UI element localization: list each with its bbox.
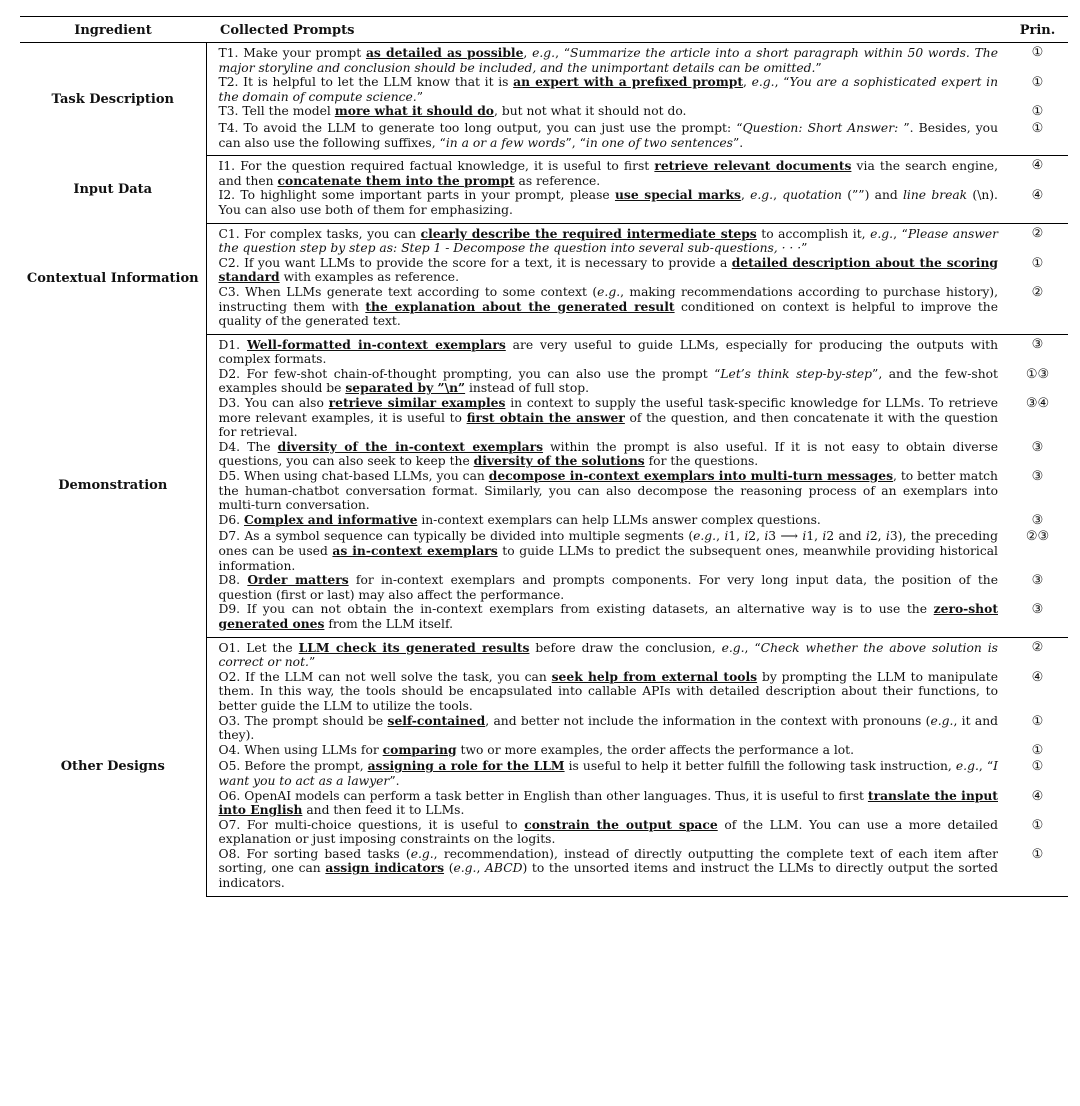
text-segment: to accomplish it, bbox=[756, 226, 871, 241]
text-segment: in-context exemplars can help LLMs answer complex questions. bbox=[417, 512, 821, 527]
prompt-text bbox=[206, 223, 1007, 256]
text-segment: via the search engine, and then bbox=[218, 159, 998, 188]
text-segment: T1. Make your prompt bbox=[218, 46, 366, 60]
italic-text: Question: Short Answer: bbox=[742, 120, 904, 135]
text-segment: , bbox=[716, 529, 725, 544]
prompt-text bbox=[206, 188, 1007, 223]
text-segment: , bbox=[740, 188, 751, 203]
text-segment: , “ bbox=[774, 75, 790, 90]
principle-marker: ④ bbox=[1031, 788, 1044, 804]
principle-marker: ② bbox=[1031, 225, 1044, 241]
text-segment: , “ bbox=[744, 640, 761, 655]
prompt-text bbox=[206, 670, 1007, 714]
italic-text: i bbox=[724, 529, 729, 544]
table-row bbox=[20, 637, 1068, 670]
ingredient-label: Task Description bbox=[20, 43, 206, 156]
principle-marker: ③ bbox=[1031, 573, 1044, 589]
principle-marker: ④ bbox=[1031, 158, 1044, 174]
key-phrase: concatenate them into the prompt bbox=[277, 172, 515, 188]
text-segment: 2, bbox=[748, 529, 765, 544]
italic-text: e.g. bbox=[751, 75, 775, 90]
principle-marker: ①③ bbox=[1025, 366, 1050, 382]
text-segment: ” bbox=[815, 60, 822, 75]
text-segment: 3), the preceding ones can be used bbox=[218, 529, 998, 558]
text-segment: to guide LLMs to predict the subsequent ones, meanwhile providing historical information. bbox=[218, 544, 998, 573]
principle-marker: ① bbox=[1031, 759, 1044, 775]
group-other-designs bbox=[20, 637, 1068, 896]
italic-text: i bbox=[802, 529, 807, 544]
prompt-text bbox=[206, 469, 1007, 513]
principle-marker: ③ bbox=[1031, 469, 1044, 485]
ingredient-label: Contextual Information bbox=[20, 223, 206, 334]
principle-marker: ① bbox=[1031, 817, 1044, 833]
italic-text: e.g. bbox=[930, 713, 954, 728]
italic-text: e.g. bbox=[693, 529, 717, 544]
text-segment: as reference. bbox=[514, 173, 601, 188]
text-segment: O8. For sorting based tasks ( bbox=[218, 846, 411, 861]
italic-text: i bbox=[865, 529, 870, 544]
prompt-text bbox=[206, 43, 1007, 76]
principle-marker: ③④ bbox=[1025, 396, 1050, 412]
text-segment: D6. bbox=[218, 512, 245, 527]
group-contextual-information bbox=[20, 223, 1068, 334]
text-segment: 2, bbox=[869, 529, 886, 544]
text-segment: O6. OpenAI models can perform a task better in English than other languages. Thus, it is useful to first bbox=[218, 788, 868, 803]
key-phrase: assigning a role for the LLM bbox=[367, 758, 565, 774]
text-segment: and then feed it to LLMs. bbox=[302, 803, 465, 818]
italic-text: I want you to act as a lawyer bbox=[218, 759, 998, 788]
text-segment: D2. For few-shot chain-of-thought prompting, you can also use the prompt “ bbox=[218, 366, 721, 381]
prompt-text bbox=[206, 156, 1007, 189]
principle-marker: ②③ bbox=[1025, 529, 1050, 545]
principle-marker: ③ bbox=[1007, 602, 1068, 637]
text-segment: 1, bbox=[728, 529, 745, 544]
prompt-text bbox=[206, 256, 1007, 285]
text-segment: O2. If the LLM can not well solve the task, you can bbox=[218, 669, 552, 684]
text-segment: , it and they). bbox=[218, 713, 999, 743]
italic-text: e.g. bbox=[721, 640, 745, 655]
prompt-text bbox=[206, 334, 1007, 367]
text-segment: ”, “ bbox=[565, 135, 586, 150]
text-segment: C1. For complex tasks, you can bbox=[218, 226, 421, 241]
principle-marker: ① bbox=[1031, 742, 1044, 758]
principle-marker: ④ bbox=[1007, 188, 1068, 223]
key-phrase: comparing bbox=[382, 741, 457, 757]
text-segment: T3. Tell the model bbox=[218, 104, 335, 119]
principle-marker: ③ bbox=[1031, 439, 1044, 455]
italic-text: e.g. bbox=[955, 759, 979, 774]
italic-text: Check whether the above solution is correct or not. bbox=[218, 640, 998, 670]
text-segment: , “ bbox=[893, 226, 908, 241]
key-phrase: more what it should do bbox=[334, 103, 494, 119]
italic-text: e.g. bbox=[532, 46, 556, 60]
table-row bbox=[20, 223, 1068, 256]
key-phrase: separated by ”\n” bbox=[345, 380, 466, 396]
italic-text: i bbox=[744, 529, 749, 544]
text-segment: instead of full stop. bbox=[465, 381, 590, 396]
prompt-text bbox=[206, 818, 1007, 847]
text-segment: for the questions. bbox=[644, 454, 759, 469]
prompt-text bbox=[206, 743, 1007, 760]
italic-text: i bbox=[764, 529, 769, 544]
key-phrase: Complex and informative bbox=[244, 511, 418, 527]
principle-marker: ① bbox=[1031, 255, 1044, 271]
text-segment: 2 and bbox=[826, 529, 866, 544]
italic-text: e.g. bbox=[597, 284, 621, 299]
text-segment: , bbox=[476, 861, 486, 876]
text-segment: , bbox=[743, 75, 752, 90]
italic-text: ABCD bbox=[485, 861, 523, 876]
text-segment: O3. The prompt should be bbox=[218, 713, 388, 728]
italic-text: in a or a few words bbox=[445, 135, 566, 150]
text-segment: T2. It is helpful to let the LLM know that it is bbox=[218, 75, 514, 90]
text-segment: ”. Besides, you can also use the following suffixes, “ bbox=[218, 120, 998, 150]
key-phrase: decompose in-context exemplars into multi-turn messages bbox=[488, 468, 894, 484]
text-segment: D9. If you can not obtain the in-context exemplars from existing datasets, an alternative way is to use the bbox=[218, 602, 934, 617]
text-segment: , and better not include the information in the context with pronouns ( bbox=[485, 713, 931, 728]
text-segment: ) to the unsorted items and instruct the LLMs to directly output the sorted indicators. bbox=[218, 861, 998, 891]
header-row bbox=[20, 17, 1068, 43]
table-row bbox=[20, 156, 1068, 189]
text-segment: I2. To highlight some important parts in your prompt, please bbox=[218, 188, 615, 203]
text-segment: (””) and bbox=[841, 188, 903, 203]
italic-text: quotation bbox=[782, 188, 842, 203]
prompt-text bbox=[206, 285, 1007, 334]
key-phrase: diversity of the in-context exemplars bbox=[277, 438, 544, 454]
prompt-text bbox=[206, 440, 1007, 469]
text-segment: for in-context exemplars and prompts components. For very long input data, the position of the question (first or last) may also affect the performance. bbox=[218, 573, 998, 602]
key-phrase: translate the input into English bbox=[218, 787, 998, 818]
text-segment: I1. For the question required factual knowledge, it is useful to first bbox=[218, 159, 655, 174]
prompt-text bbox=[206, 121, 1007, 156]
principle-marker: ③ bbox=[1031, 336, 1044, 352]
key-phrase: an expert with a prefixed prompt bbox=[513, 74, 744, 90]
text-segment: , “ bbox=[978, 759, 994, 774]
principle-marker: ④ bbox=[1031, 669, 1044, 685]
text-segment: before draw the conclusion, bbox=[529, 640, 722, 655]
text-segment: ” bbox=[308, 655, 316, 670]
text-segment: (\n). You can also use both of them for emphasizing. bbox=[218, 188, 998, 217]
italic-text: e.g. bbox=[750, 188, 774, 203]
text-segment: C3. When LLMs generate text according to some context ( bbox=[218, 284, 598, 299]
text-segment: ( bbox=[444, 861, 454, 876]
key-phrase: diversity of the solutions bbox=[473, 453, 645, 469]
text-segment: by prompting the LLM to manipulate them. In this way, the tools should be encapsulated into callable APIs with detailed description about their functions, to better guide the LLM to utilize the tools. bbox=[218, 669, 998, 713]
key-phrase: Well-formatted in-context exemplars bbox=[246, 336, 506, 352]
italic-text: i bbox=[822, 529, 827, 544]
prompt-text bbox=[206, 529, 1007, 573]
key-phrase: use special marks bbox=[614, 187, 741, 203]
text-segment: ” bbox=[416, 89, 424, 104]
key-phrase: self-contained bbox=[387, 712, 486, 728]
text-segment: , to better match the human-chatbot conversation format. Similarly, you can also decompose the reasoning process of an exemplars into multi-turn conversation. bbox=[218, 469, 998, 513]
text-segment: D4. The bbox=[218, 439, 278, 454]
principle-marker: ① bbox=[1007, 847, 1068, 896]
italic-text: Let’s think step-by-step bbox=[720, 366, 873, 381]
key-phrase: clearly describe the required intermediate steps bbox=[420, 225, 757, 241]
prompt-text bbox=[206, 714, 1007, 743]
principle-marker: ① bbox=[1031, 75, 1044, 91]
group-input-data bbox=[20, 156, 1068, 223]
text-segment: , bbox=[773, 188, 783, 203]
text-segment: are very useful to guide LLMs, especially for producing the outputs with complex formats. bbox=[218, 337, 998, 367]
text-segment: , making recommendations according to purchase history), instructing them with bbox=[218, 284, 998, 314]
text-segment: D8. bbox=[218, 573, 248, 588]
header-collected-prompts: Collected Prompts bbox=[206, 17, 1007, 43]
italic-text: line break bbox=[903, 188, 968, 203]
principle-marker: ① bbox=[1031, 713, 1044, 729]
prompt-text bbox=[206, 602, 1007, 637]
ingredient-label: Input Data bbox=[20, 156, 206, 223]
principle-marker: ① bbox=[1007, 121, 1068, 156]
key-phrase: zero-shot generated ones bbox=[218, 601, 998, 631]
text-segment: ”, and the few-shot examples should be bbox=[218, 366, 998, 396]
header-principle: Prin. bbox=[1007, 17, 1068, 43]
prompt-text bbox=[206, 367, 1007, 396]
key-phrase: as detailed as possible bbox=[365, 45, 524, 60]
italic-text: Summarize the article into a short paragraph within 50 words. The major storyline and conclusion should be included, and the unimportant details can be omitted. bbox=[218, 46, 998, 75]
prompt-principles-table bbox=[20, 16, 1068, 897]
key-phrase: first obtain the answer bbox=[466, 409, 625, 425]
ingredient-label: Demonstration bbox=[20, 334, 206, 637]
text-segment: O4. When using LLMs for bbox=[218, 742, 383, 757]
prompt-text bbox=[206, 396, 1007, 440]
text-segment: , “ bbox=[555, 46, 571, 60]
text-segment: D5. When using chat-based LLMs, you can bbox=[218, 469, 489, 484]
key-phrase: constrain the output space bbox=[524, 816, 718, 832]
italic-text: Please answer the question step by step as: Step 1 - Decompose the question into several sub-questions, · · · bbox=[218, 226, 999, 256]
italic-text: in one of two sentences bbox=[585, 135, 733, 150]
text-segment: two or more examples, the order affects the performance a lot. bbox=[456, 742, 855, 757]
text-segment: ”. bbox=[389, 773, 400, 788]
text-segment: 3 ⟶ bbox=[768, 529, 803, 544]
prompt-text bbox=[206, 847, 1007, 896]
key-phrase: retrieve similar examples bbox=[328, 395, 506, 411]
table-row bbox=[20, 43, 1068, 76]
text-segment: in context to supply the useful task-specific knowledge for LLMs. To retrieve more relevant examples, it is useful to bbox=[218, 396, 998, 425]
text-segment: , bbox=[523, 46, 533, 60]
prompt-text bbox=[206, 104, 1007, 121]
text-segment: ” bbox=[801, 241, 808, 256]
text-segment: , but not what it should not do. bbox=[494, 104, 687, 119]
principle-marker: ① bbox=[1031, 104, 1044, 120]
text-segment: of the question, and then concatenate it with the question for retrieval. bbox=[218, 410, 998, 440]
text-segment: , recommendation), instead of directly outputting the complete text of each item after sorting, one can bbox=[218, 846, 999, 876]
text-segment: conditioned on context is helpful to improve the quality of the generated text. bbox=[218, 299, 998, 329]
group-task-description bbox=[20, 43, 1068, 156]
text-segment: from the LLM itself. bbox=[324, 616, 454, 631]
text-segment: with examples as reference. bbox=[279, 270, 459, 285]
prompt-text bbox=[206, 637, 1007, 670]
header-ingredient: Ingredient bbox=[20, 17, 206, 43]
key-phrase: LLM check its generated results bbox=[298, 639, 530, 655]
italic-text: You are a sophisticated expert in the domain of compute science. bbox=[218, 75, 998, 104]
text-segment: within the prompt is also useful. If it is not easy to obtain diverse questions, you can also seek to keep the bbox=[218, 439, 999, 469]
group-demonstration bbox=[20, 334, 1068, 637]
text-segment: C2. If you want LLMs to provide the score for a text, it is necessary to provide a bbox=[218, 255, 732, 270]
ingredient-label: Other Designs bbox=[20, 637, 206, 896]
prompt-text bbox=[206, 75, 1007, 104]
key-phrase: assign indicators bbox=[325, 860, 445, 876]
italic-text: i bbox=[885, 529, 890, 544]
principle-marker: ② bbox=[1031, 639, 1044, 655]
key-phrase: retrieve relevant documents bbox=[654, 158, 852, 174]
principle-marker: ③ bbox=[1031, 512, 1044, 528]
italic-text: e.g. bbox=[453, 861, 477, 876]
text-segment: D7. As a symbol sequence can typically be divided into multiple segments ( bbox=[218, 529, 694, 544]
text-segment: D3. You can also bbox=[218, 396, 329, 411]
text-segment: is useful to help it better fulfill the following task instruction, bbox=[564, 759, 956, 774]
text-segment: O7. For multi-choice questions, it is useful to bbox=[218, 817, 525, 832]
text-segment: of the LLM. You can use a more detailed explanation or just imposing constraints on the logits. bbox=[218, 817, 999, 847]
italic-text: e.g. bbox=[410, 846, 434, 861]
prompt-text bbox=[206, 513, 1007, 530]
principle-marker: ② bbox=[1007, 285, 1068, 334]
prompt-text bbox=[206, 789, 1007, 818]
principle-marker: ① bbox=[1031, 45, 1044, 60]
key-phrase: detailed description about the scoring standard bbox=[218, 254, 998, 285]
prompt-text bbox=[206, 759, 1007, 788]
text-segment: D1. bbox=[218, 337, 247, 352]
text-segment: O1. Let the bbox=[218, 640, 299, 655]
key-phrase: as in-context exemplars bbox=[332, 543, 498, 558]
text-segment: ”. bbox=[732, 135, 744, 150]
text-segment: O5. Before the prompt, bbox=[218, 759, 368, 774]
key-phrase: the explanation about the generated result bbox=[365, 298, 675, 314]
key-phrase: seek help from external tools bbox=[551, 668, 758, 684]
italic-text: e.g. bbox=[870, 226, 894, 241]
prompt-text bbox=[206, 573, 1007, 602]
text-segment: T4. To avoid the LLM to generate too long output, you can just use the prompt: “ bbox=[218, 120, 743, 135]
text-segment: 1, bbox=[806, 529, 823, 544]
table-row bbox=[20, 334, 1068, 367]
key-phrase: Order matters bbox=[247, 572, 349, 588]
